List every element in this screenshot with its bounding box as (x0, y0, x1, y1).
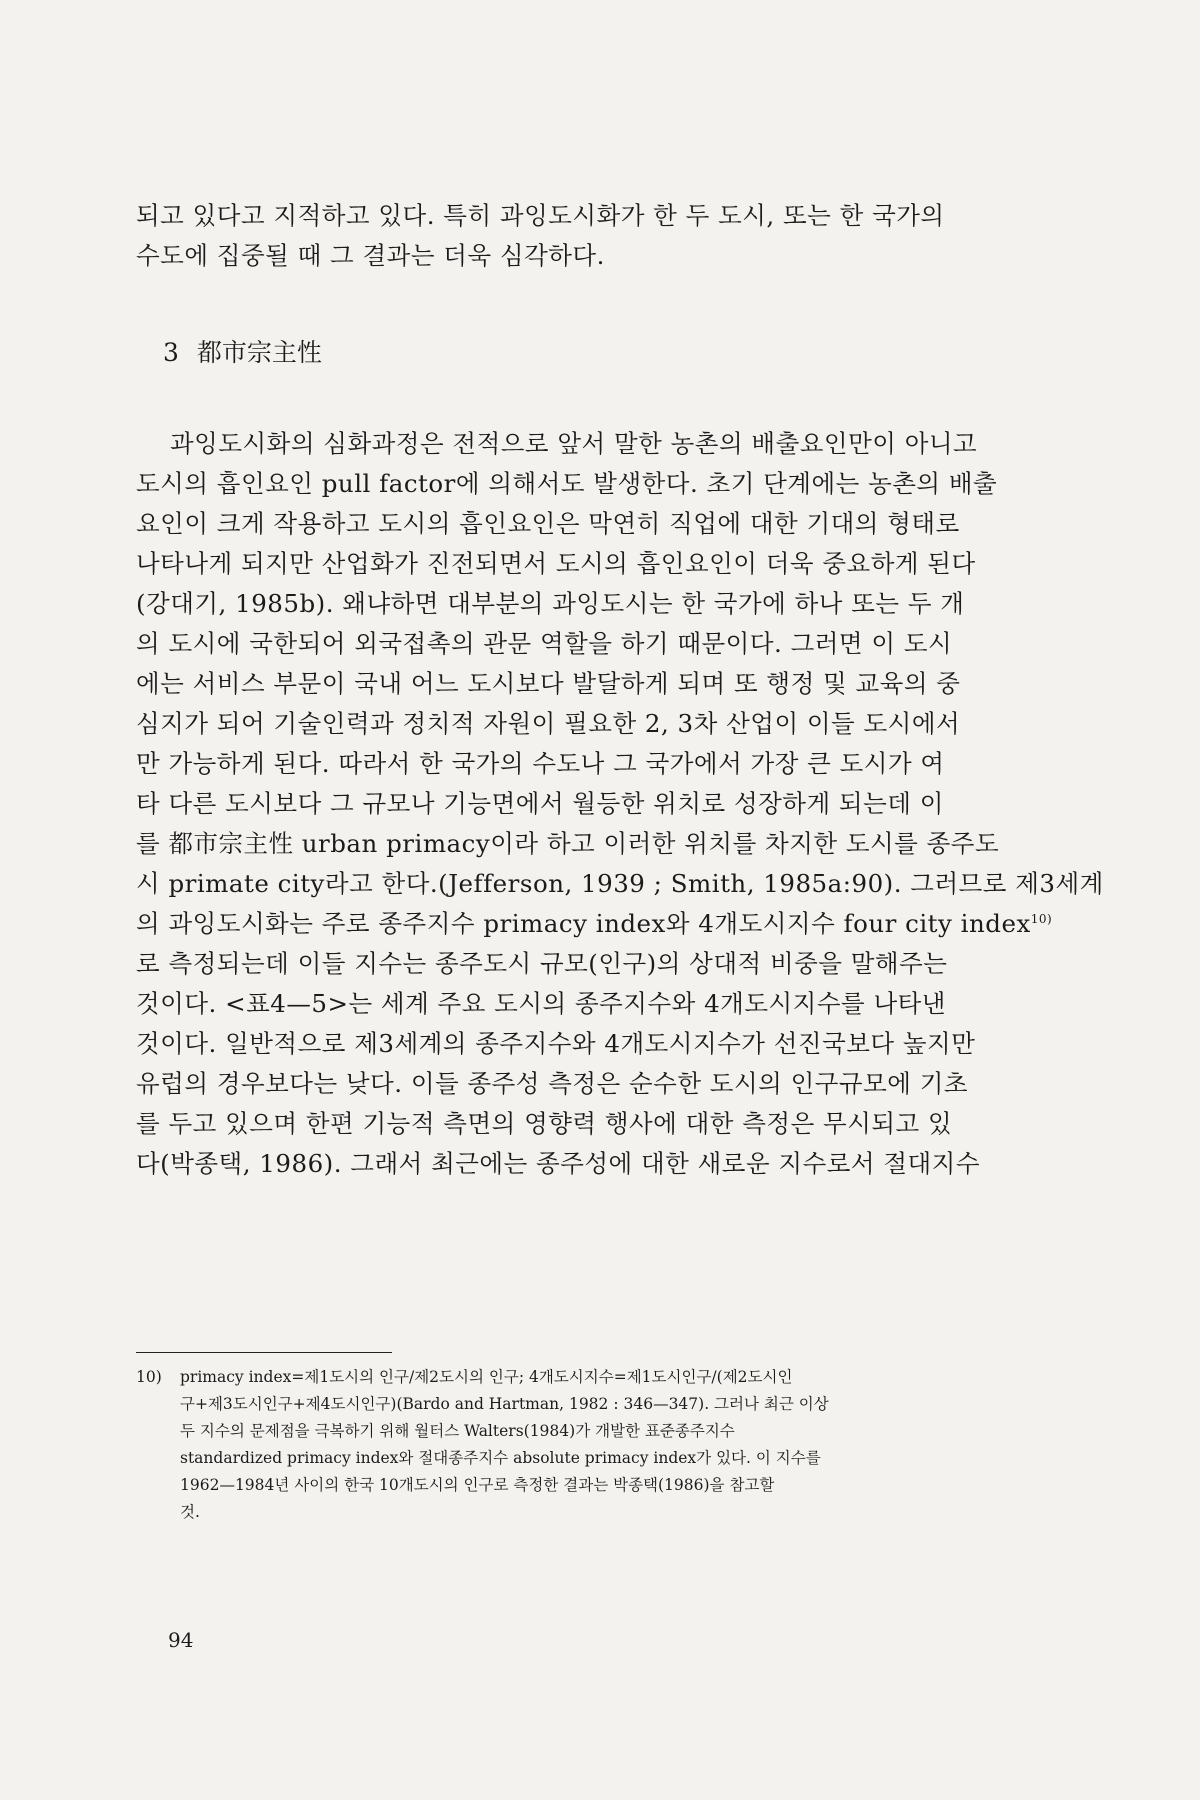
footnote-line: 것. (180, 1503, 200, 1521)
body-line: 시 primate city라고 한다.(Jefferson, 1939 ; Smith, 1985a:90). 그러므로 제3세계 (136, 869, 1104, 898)
footnote-body (180, 1364, 1029, 1526)
body-line: (강대기, 1985b). 왜냐하면 대부분의 과잉도시는 한 국가에 하나 또는 두 개 (136, 589, 965, 618)
body-line: 만 가능하게 된다. 따라서 한 국가의 수도나 그 국가에서 가장 큰 도시가 여 (136, 749, 945, 778)
body-line: 로 측정되는데 이들 지수는 종주도시 규모(인구)의 상대적 비중을 말해주는 (136, 949, 948, 978)
body-line: 다(박종택, 1986). 그래서 최근에는 종주성에 대한 새로운 지수로서 절대지수 (136, 1149, 981, 1178)
body-line: 요인이 크게 작용하고 도시의 흡인요인은 막연히 직업에 대한 기대의 형태로 (136, 509, 960, 538)
footnote-line: standardized primacy index와 절대종주지수 absolute primacy index가 있다. 이 지수를 (180, 1449, 821, 1467)
body-line: 에는 서비스 부문이 국내 어느 도시보다 발달하게 되며 또 행정 및 교육의 중 (136, 669, 961, 698)
footnote-number: 10) (136, 1368, 162, 1386)
body-line: 유럽의 경우보다는 낮다. 이들 종주성 측정은 순수한 도시의 인구규모에 기초 (136, 1069, 969, 1098)
section-title: 都市宗主性 (196, 338, 322, 367)
page-number: 94 (168, 1628, 194, 1652)
body-line-with-footnote-ref (136, 904, 1053, 944)
body-line: 의 도시에 국한되어 외국접촉의 관문 역할을 하기 때문이다. 그러면 이 도시 (136, 629, 953, 658)
body-line: 타 다른 도시보다 그 규모나 기능면에서 월등한 위치로 성장하게 되는데 이 (136, 789, 944, 818)
body-line: 를 두고 있으며 한편 기능적 측면의 영향력 행사에 대한 측정은 무시되고 있 (136, 1109, 953, 1138)
body-paragraph (136, 424, 1104, 1184)
footnote-reference: 10) (1030, 911, 1053, 926)
intro-line: 수도에 집중될 때 그 결과는 더욱 심각하다. (136, 241, 605, 270)
intro-paragraph (136, 196, 1029, 276)
section-number: 3 (163, 338, 179, 367)
body-line: 과잉도시화의 심화과정은 전적으로 앞서 말한 농촌의 배출요인만이 아니고 (170, 429, 978, 458)
body-line: 것이다. <표4—5>는 세계 주요 도시의 종주지수와 4개도시지수를 나타낸 (136, 989, 946, 1018)
intro-line: 되고 있다고 지적하고 있다. 특히 과잉도시화가 한 두 도시, 또는 한 국가의 (136, 201, 945, 230)
footnote-line: 1962—1984년 사이의 한국 10개도시의 인구로 측정한 결과는 박종택(1986)을 참고할 (180, 1476, 775, 1494)
footnote-line: 구+제3도시인구+제4도시인구)(Bardo and Hartman, 1982 : 346—347). 그러나 최근 이상 (180, 1395, 829, 1413)
body-line: 도시의 흡인요인 pull factor에 의해서도 발생한다. 초기 단계에는 농촌의 배출 (136, 469, 998, 498)
footnote-line: primacy index=제1도시의 인구/제2도시의 인구; 4개도시지수=제1도시인구/(제2도시인 (180, 1368, 793, 1386)
body-line: 나타나게 되지만 산업화가 진전되면서 도시의 흡인요인이 더욱 중요하게 된다 (136, 549, 976, 578)
body-line: 심지가 되어 기술인력과 정치적 자원이 필요한 2, 3차 산업이 이들 도시에서 (136, 709, 961, 738)
body-line: 를 都市宗主性 urban primacy이라 하고 이러한 위치를 차지한 도시를 종주도 (136, 829, 1000, 858)
footnote-line: 두 지수의 문제점을 극복하기 위해 월터스 Walters(1984)가 개발한 표준종주지수 (180, 1422, 735, 1440)
footnote-divider (136, 1352, 392, 1353)
body-line-text: 의 과잉도시화는 주로 종주지수 primacy index와 4개도시지수 four city index (136, 909, 1031, 938)
section-heading (163, 333, 322, 373)
footnote (136, 1364, 1029, 1526)
body-line: 것이다. 일반적으로 제3세계의 종주지수와 4개도시지수가 선진국보다 높지만 (136, 1029, 976, 1058)
